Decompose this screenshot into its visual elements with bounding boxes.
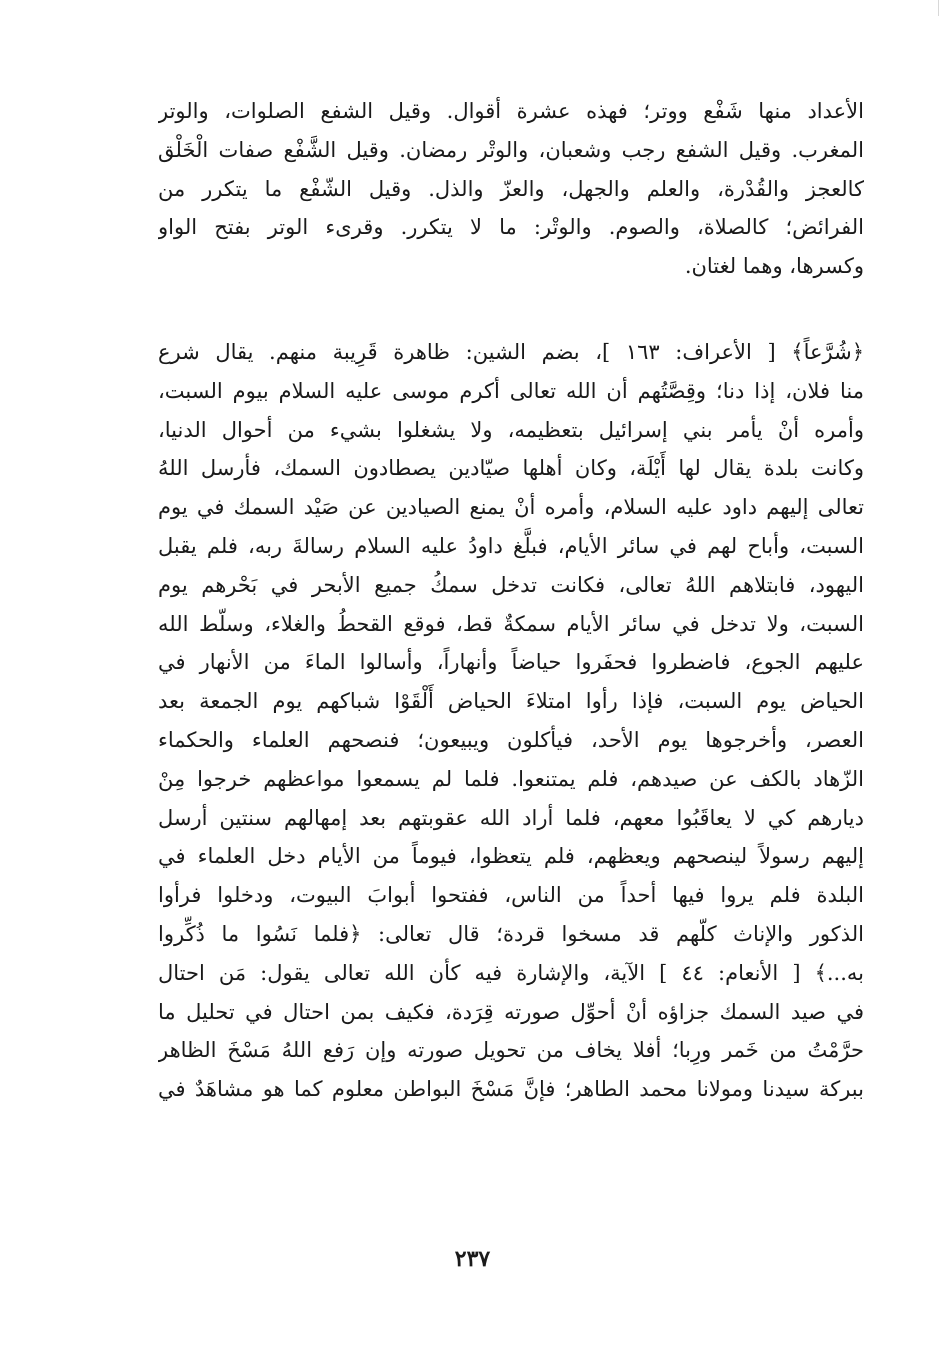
text-line: اليهود، فابتلاهم اللهُ تعالى، فكانت تدخل سمكُ جميع الأبحر في بَحْرهم يوم <box>158 572 864 597</box>
text-line: المغرب. وقيل الشفع رجب وشعبان، والوتْر رمضان. وقيل الشَّفْع صفات الْخَلْق <box>158 137 864 162</box>
text-line: الزّهاد بالكف عن صيدهم، فلم يمتنعوا. فلما لم يسمعوا مواعظهم خرجوا مِنْ <box>158 766 864 791</box>
text-line: ديارهم كي لا يعاقَبُوا معهم، فلما أراد الله عقوبتهم بعد إمهالهم سنتين أرسل <box>158 805 864 830</box>
text-line: السبت، ولا تدخل في سائر الأيام سمكةٌ قط، فوقع القحطُ والغلاء، وسلّط الله <box>158 611 864 636</box>
text-line: الذكور والإناث كلّهم قد مسخوا قردة؛ قال تعالى: ﴿فلما نَسُوا ما ذُكِّروا <box>158 921 864 946</box>
text-line: العصر، وأخرجوها يوم الأحد، فيأكلون ويبيعون؛ فنصحهم العلماء والحكماء <box>158 727 864 752</box>
text-line: ببركة سيدنا ومولانا محمد الطاهر؛ فإنَّ مَسْخَ البواطن معلوم كما هو مشاهَدٌ في <box>158 1077 864 1102</box>
text-line: منا فلان، إذا دنا؛ وقِصَّتُهم أن الله تعالى أكرم موسى عليه السلام بيوم السبت، <box>158 378 864 403</box>
paragraph-1 <box>158 92 864 286</box>
text-line: وكانت بلدة يقال لها أَيْلَة، وكان أهلها صيّادين يصطادون السمك، فأرسل اللهُ <box>158 456 864 481</box>
text-line: كالعجز والقُدْرة، والعلم والجهل، والعزّ والذل. وقيل الشّفْع ما يتكرر من <box>158 176 864 201</box>
text-line: الأعداد منها شَفْع ووتر؛ فهذه عشرة أقوال. وقيل الشفع الصلوات، والوتر <box>158 99 864 123</box>
text-line: تعالى إليهم داود عليه السلام، وأمره أنْ يمنع الصيادين عن صَيْد السمك في يوم <box>158 495 864 520</box>
text-line: عليهم الجوع، فاضطروا فحفَروا حياضاً وأنهاراً، وأسالوا الماءَ من الأنهار في <box>158 650 864 675</box>
text-line: وكسرها، وهما لغتان. <box>684 254 864 279</box>
scan-edge-mark <box>938 0 939 16</box>
text-line: حرَّمْتُ من خَمر ورِبا؛ أفلا يخاف من تحويل صورته وإن رَفع اللهُ مَسْخَ الظاهر <box>158 1038 864 1063</box>
text-line: الفرائض؛ كالصلاة، والصوم. والوتْر: ما لا يتكرر. وقرىء الوتر بفتح الواو <box>158 215 864 240</box>
text-line: الحياض يوم السبت، فإذا رأوا امتلاءَ الحياض أَلْقَوْا شباكهم يوم الجمعة بعد <box>158 689 864 714</box>
text-line: البلدة فلم يروا فيها أحداً من الناس، ففتحوا أبوابَ البيوت، ودخلوا فرأوا <box>158 883 864 908</box>
text-line: وأمره أنْ يأمر بني إسرائيل بتعظيمه، ولا يشغلوا بشيء من أحوال الدنيا، <box>158 417 864 442</box>
text-line: به...﴾ [ الأنعام: ٤٤ ] الآية، والإشارة فيه كأن الله تعالى يقول: مَن احتال <box>158 960 864 985</box>
text-line: إليهم رسولاً لينصحهم ويعظهم، فلم يتعظوا، فيوماً من الأيام دخل العلماء في <box>158 844 864 869</box>
text-line: ﴿شُرَّعاً﴾ [ الأعراف: ١٦٣ ]، بضم الشين: ظاهرة قَرِيبة منهم. يقال شرع <box>158 340 864 364</box>
page-number: ٢٣٧ <box>454 1246 491 1272</box>
text-line: السبت، وأباح لهم في سائر الأيام، فبلَّغ داودُ عليه السلام رسالةَ ربه، فلم يقبل <box>158 533 864 558</box>
text-line: في صيد السمك جزاؤه أنْ أحوِّل صورته قِرَدة، فكيف بمن احتال في تحليل ما <box>158 999 864 1024</box>
paragraph-2 <box>158 333 864 1109</box>
